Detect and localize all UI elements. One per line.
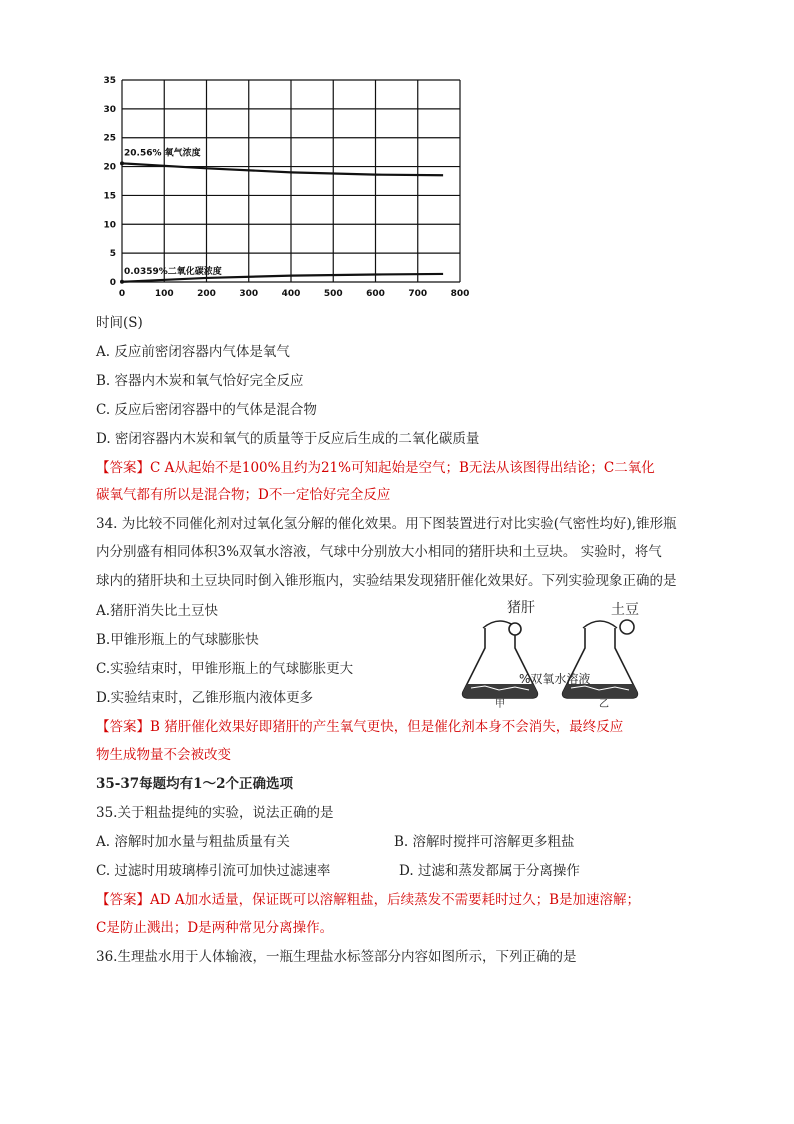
liquid-jia: [463, 684, 538, 698]
y-tick-label: 0: [109, 278, 116, 288]
liquid-yi: [563, 684, 638, 698]
q33-option-d: D. 密闭容器内木炭和氧气的质量等于反应后生成的二氧化碳质量: [96, 431, 480, 447]
yi-label: 乙: [599, 699, 609, 708]
liver-label: 猪肝: [507, 600, 535, 616]
x-tick-label: 600: [366, 289, 385, 299]
q33-option-b: B. 容器内木炭和氧气恰好完全反应: [96, 373, 304, 389]
q36-stem: 36.生理盐水用于人体输液，一瓶生理盐水标签部分内容如图所示，下列正确的是: [96, 949, 577, 965]
q35-stem: 35.关于粗盐提纯的实验，说法正确的是: [96, 805, 334, 821]
q34-option-a: A.猪肝消失比土豆快: [96, 603, 219, 619]
q35-answer-line2: C是防止溅出；D是两种常见分离操作。: [96, 920, 334, 936]
jia-label: 甲: [495, 699, 505, 708]
q34-option-c: C.实验结束时，甲锥形瓶上的气球膨胀更大: [96, 661, 354, 677]
chart-grid: [122, 80, 460, 282]
x-tick-label: 300: [239, 289, 259, 299]
y-tick-label: 5: [109, 249, 116, 260]
potato-label: 土豆: [611, 602, 639, 618]
q34-option-b: B.甲锥形瓶上的气球膨胀快: [96, 632, 259, 648]
q35-options-row1: [96, 833, 696, 851]
chart-series: [120, 161, 443, 283]
series-start-point: [120, 161, 124, 165]
x-tick-label: 200: [197, 289, 216, 299]
q35-option-a: A. 溶解时加水量与粗盐质量有关: [96, 834, 290, 850]
q35-options-row2: [96, 862, 696, 880]
q33-option-a: A. 反应前密闭容器内气体是氧气: [96, 344, 290, 360]
q34-option-d: D.实验结束时，乙锥形瓶内液体更多: [96, 690, 314, 706]
q35-option-d: D. 过滤和蒸发都属于分离操作: [399, 863, 580, 879]
y-tick-label: 20: [103, 162, 116, 173]
q33-answer-line1: 【答案】C A从起始不是100%且约为21%可知起始是空气；B无法从该图得出结论；C二氧化: [96, 460, 655, 476]
oxygen-annotation: 20.56% 氧气浓度: [124, 148, 201, 159]
gas-concentration-chart: [100, 70, 480, 305]
solution-label: %双氧水溶液: [519, 672, 591, 686]
q34-answer-line2: 物生成物量不会被改变: [96, 747, 231, 763]
q34-stem-line3: 球内的猪肝块和土豆块同时倒入锥形瓶内，实验结果发现猪肝催化效果好。下列实验现象正确的是: [96, 573, 677, 589]
co2-annotation: 0.0359%二氧化碳浓度: [124, 266, 222, 277]
x-tick-label: 0: [118, 289, 126, 299]
x-tick-label: 100: [154, 289, 174, 299]
oxygen-series-line: [122, 163, 443, 175]
series-start-point: [120, 280, 124, 284]
q34-stem-line2: 内分别盛有相同体积3%双氧水溶液，气球中分别放大小相同的猪肝块和土豆块。 实验时，将气: [96, 544, 662, 560]
q34-stem-line1: 34. 为比较不同催化剂对过氧化氢分解的催化效果。用下图装置进行对比实验(气密性均好),锥形瓶: [96, 516, 677, 532]
x-axis-label: 时间(S): [96, 315, 143, 331]
q35-option-b: B. 溶解时搅拌可溶解更多粗盐: [394, 834, 575, 850]
x-tick-label: 500: [323, 289, 343, 299]
q33-option-c: C. 反应后密闭容器中的气体是混合物: [96, 402, 317, 418]
x-tick-label: 400: [281, 289, 301, 299]
x-tick-label: 700: [408, 289, 428, 299]
section-note: 35-37每题均有1～2个正确选项: [96, 776, 293, 792]
flask-experiment-figure: [455, 596, 655, 708]
y-tick-label: 35: [103, 76, 116, 86]
y-tick-label: 10: [103, 220, 116, 231]
y-tick-label: 25: [103, 133, 116, 144]
q33-answer-line2: 碳氧气都有所以是混合物；D不一定恰好完全反应: [96, 487, 391, 503]
q34-answer-line1: 【答案】B 猪肝催化效果好即猪肝的产生氧气更快，但是催化剂本身不会消失，最终反应: [96, 719, 624, 735]
y-tick-label: 30: [103, 104, 116, 115]
y-tick-label: 15: [103, 191, 116, 202]
q35-option-c: C. 过滤时用玻璃棒引流可加快过滤速率: [96, 863, 331, 879]
q35-answer-line1: 【答案】AD A加水适量，保证既可以溶解粗盐，后续蒸发不需要耗时过久；B是加速溶解；: [96, 892, 641, 908]
x-tick-label: 800: [450, 289, 470, 299]
